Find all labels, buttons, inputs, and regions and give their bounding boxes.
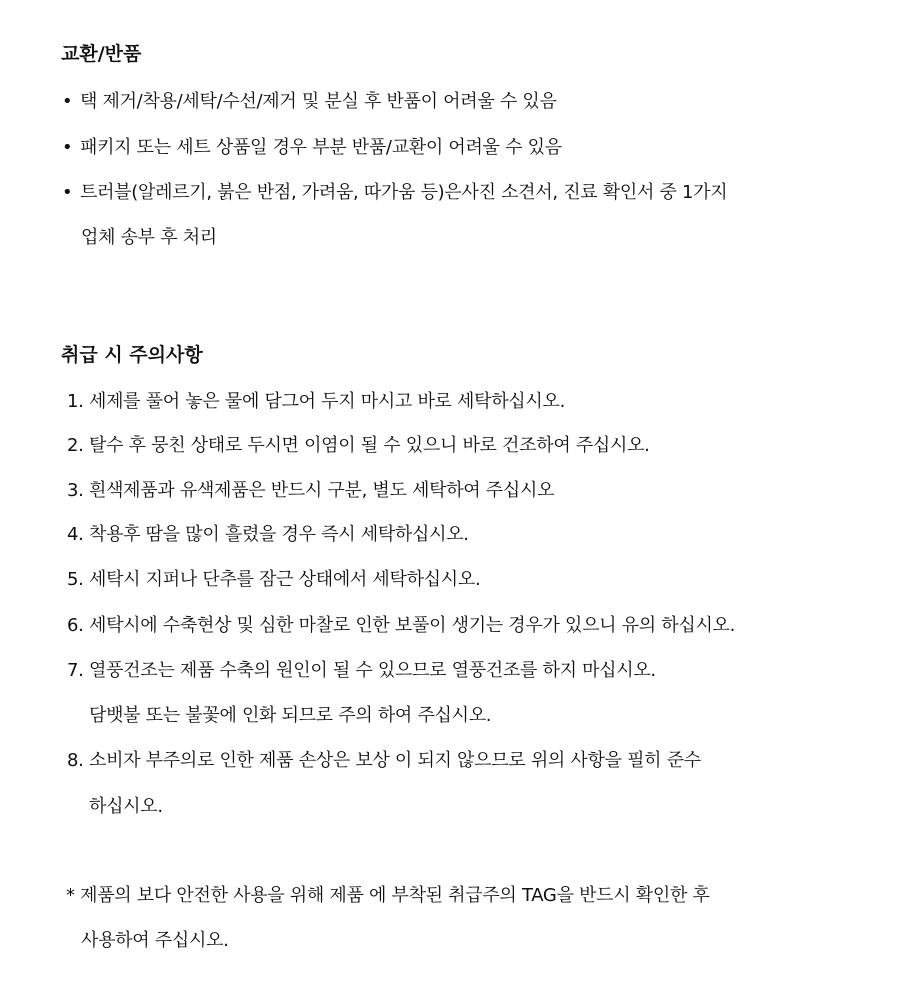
- footnote-continuation: 사용하여 주십시오.: [81, 930, 229, 951]
- bullet-icon: •: [62, 91, 73, 112]
- exchange-return-heading: 교환/반품: [61, 43, 142, 65]
- exchange-item: [62, 181, 727, 205]
- exchange-item-text: 택 제거/착용/세탁/수선/제거 및 분실 후 반품이 어려울 수 있음: [80, 91, 557, 112]
- care-item-3: 3. 흰색제품과 유색제품은 반드시 구분, 별도 세탁하여 주십시오: [67, 480, 555, 501]
- footnote: * 제품의 보다 안전한 사용을 위해 제품 에 부착된 취급주의 TAG을 반드시 확인한 후: [66, 885, 710, 906]
- exchange-item-text: 트러블(알레르기, 붉은 반점, 가려움, 따가움 등)은사진 소견서, 진료 확인서 중 1가지: [80, 182, 728, 203]
- care-item-1: 1. 세제를 풀어 놓은 물에 담그어 두지 마시고 바로 세탁하십시오.: [67, 391, 565, 412]
- care-item-7: 7. 열풍건조는 제품 수축의 원인이 될 수 있으므로 열풍건조를 하지 마십시오.: [67, 660, 656, 681]
- care-item-8-continuation: 하십시오.: [89, 796, 163, 817]
- bullet-icon: •: [62, 182, 73, 203]
- care-item-7-continuation: 담뱃불 또는 불꽃에 인화 되므로 주의 하여 주십시오.: [89, 705, 492, 726]
- exchange-item: [62, 136, 562, 160]
- bullet-icon: •: [62, 137, 73, 158]
- exchange-item-text: 패키지 또는 세트 상품일 경우 부분 반품/교환이 어려울 수 있음: [80, 137, 562, 158]
- care-item-6: 6. 세탁시에 수축현상 및 심한 마찰로 인한 보풀이 생기는 경우가 있으니 유의 하십시오.: [67, 615, 736, 636]
- exchange-item: [62, 90, 557, 114]
- care-item-2: 2. 탈수 후 뭉친 상태로 두시면 이염이 될 수 있으니 바로 건조하여 주십시오.: [67, 435, 650, 456]
- care-item-8: 8. 소비자 부주의로 인한 제품 손상은 보상 이 되지 않으므로 위의 사항을 필히 준수: [67, 750, 701, 771]
- care-item-5: 5. 세탁시 지퍼나 단추를 잠근 상태에서 세탁하십시오.: [67, 569, 481, 590]
- exchange-item-continuation: 업체 송부 후 처리: [81, 227, 217, 248]
- care-instructions-heading: 취급 시 주의사항: [61, 344, 203, 366]
- care-item-4: 4. 착용후 땀을 많이 흘렸을 경우 즉시 세탁하십시오.: [67, 524, 469, 545]
